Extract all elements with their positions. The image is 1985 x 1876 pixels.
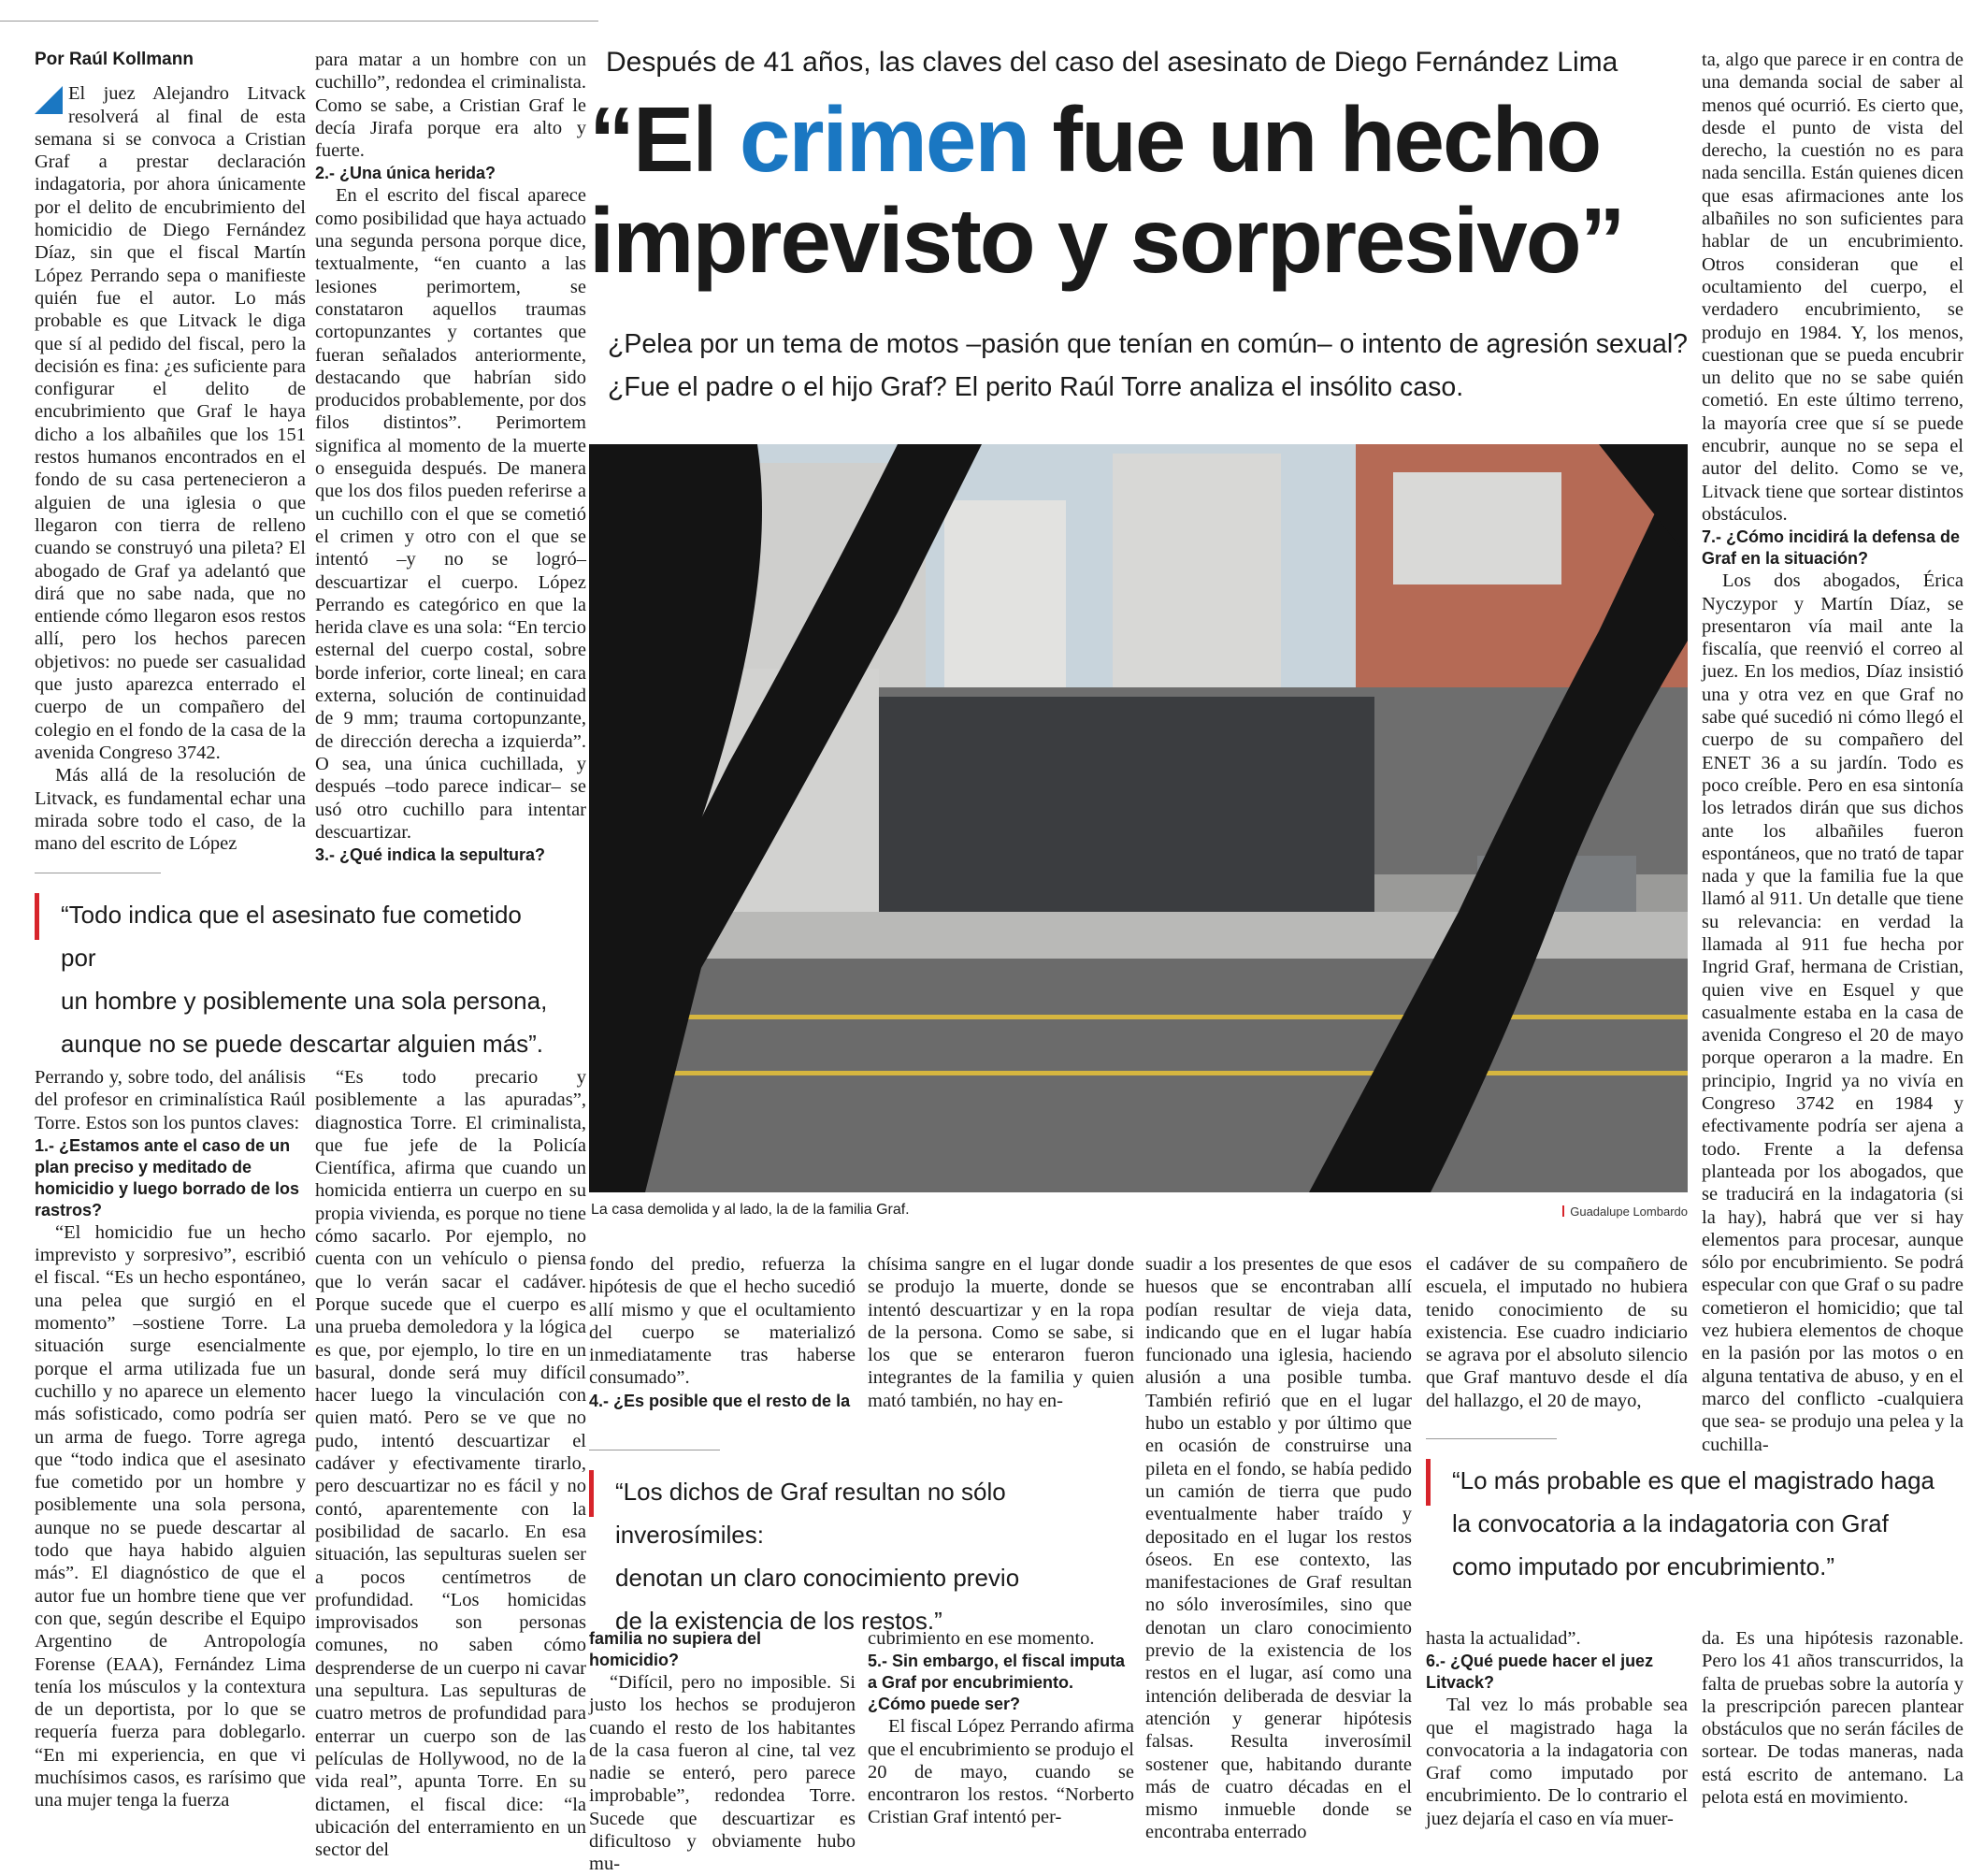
dropcap-triangle-icon — [35, 86, 63, 114]
article-column-4-bottom — [868, 1627, 1134, 1829]
question-heading: 6.- ¿Qué puede hacer el juez Litvack? — [1426, 1652, 1654, 1693]
quote-bar — [589, 1470, 594, 1517]
deck: ¿Pelea por un tema de motos –pasión que tenían en común– o intento de agresión sexual? ¿Fue el padre o el hijo Graf? El perito Raúl Torre analiza el insólito caso. — [608, 329, 1689, 402]
body-paragraph: hasta la actualidad”. — [1426, 1628, 1581, 1649]
body-paragraph: “Es todo precario y posiblemente a las apuradas”, diagnostica Torre. El criminalista, que fue jefe de la Policía Científica, afirma que cuando un homicida entierra un cuerpo en su propia vivienda, es porque no tiene cómo sacarlo. Por ejemplo, no cuenta con un vehículo o piensa que lo verán sacar el cadáver. Porque sucede que el cuerpo es una prueba demoledora y la lógica es que, por ejemplo, lo tire en un basural, donde será muy difícil hacer luego la vinculación con quien mató. Pero se ve que no pudo, intentó descuartizar el cadáver y efectivamente tirarlo, pero descuartizar no es fácil y no contó, aparentemente con la posibilidad de sacarlo. En esa situación, las sepulturas suelen ser a pocos centímetros de profundidad. “Los homicidas improvisados son personas comunes, no saben cómo desprenderse de un cuerpo ni cavar una sepultura. Las sepulturas de cuatro metros de profundidad para enterrar un cuerpo son de las películas de Hollywood, no de la vida real”, apunta Torre. En su dictamen, el fiscal dice: “la ubicación del enterramiento en un sector del — [315, 1067, 586, 1861]
quote-bar — [1426, 1459, 1431, 1506]
body-paragraph: El fiscal López Perrando afirma que el encubrimiento se produjo el 20 de mayo, cuando se encontraron los restos. “Norberto Cristian Graf intentó per- — [868, 1716, 1134, 1828]
article-column-6-top — [1426, 1253, 1688, 1412]
question-heading: 4.- ¿Es posible que el resto de la — [589, 1391, 851, 1410]
divider — [1426, 1438, 1557, 1439]
article-column-4-top — [868, 1253, 1134, 1412]
question-heading: 5.- Sin embargo, el fiscal imputa a Graf por encubrimiento. ¿Cómo puede ser? — [868, 1652, 1126, 1714]
kicker: Después de 41 años, las claves del caso del asesinato de Diego Fernández Lima — [606, 47, 1618, 78]
byline: Por Raúl Kollmann — [35, 50, 194, 69]
body-paragraph: da. Es una hipótesis razonable. Pero los 41 años transcurridos, la falta de pruebas sobre la autoría y la prescripción parecen plantear obstáculos que no serán fáciles de sortear. De todas maneras, nada está escrito de antemano. La pelota está en movimiento. — [1702, 1628, 1963, 1809]
article-column-2-top — [315, 49, 586, 866]
question-heading: familia no supiera del homicidio? — [589, 1629, 762, 1669]
body-paragraph: “Difícil, pero no imposible. Si justo los hechos se produjeron cuando el resto de los habitantes de la casa fueron al cine, tal vez nadie se enteró, pero parece improbable”, redondea Torre. Sucede que descuartizar es dificultoso y obviamente hubo mu- — [589, 1672, 856, 1875]
body-paragraph: suadir a los presentes de que esos huesos que se encontraban allí podían resultar de vieja data, indicando que en el lugar había funcionado una iglesia, haciendo alusión a una posible tumba. También refirió que en el lugar hubo un establo y por último que en ocasión de construirse una pileta en el fondo, se había pedido un camión de tierra que pudo eventualmente haber traído y depositado en el lugar los restos óseos. En ese contexto, las manifestaciones de Graf resultan no sólo inverosímiles, sino que denotan un claro conocimiento previo de la existencia de los restos en el lugar, así como una intención deliberada de desviar la atención y generar hipótesis falsas. Resulta inverosímil sostener que, habitando durante más de cuatro décadas en el mismo inmueble donde se encontraba enterrado — [1145, 1254, 1412, 1843]
article-column-6-bottom — [1426, 1627, 1688, 1830]
body-paragraph: Más allá de la resolución de Litvack, es fundamental echar una mirada sobre todo el caso, de la mano del escrito de López — [35, 765, 306, 855]
street-photo — [589, 444, 1688, 1192]
article-column-3-bottom — [589, 1627, 856, 1876]
street-photo-image — [589, 444, 1688, 1192]
body-paragraph: Perrando y, sobre todo, del análisis del profesor en criminalística Raúl Torre. Estos son los puntos claves: — [35, 1067, 306, 1133]
photo-caption: La casa demolida y al lado, la de la familia Graf. — [591, 1202, 910, 1218]
body-paragraph: cubrimiento en ese momento. — [868, 1628, 1095, 1649]
article-column-2-bottom — [315, 1066, 586, 1861]
body-paragraph: Los dos abogados, Érica Nyczypor y Martín Díaz, se presentaron vía mail ante la fiscalía, que reenvió el correo al juez. En los medios, Díaz insistió una y otra vez en que Graf no sabe qué sucedió ni cómo llegó el cuerpo de su compañero del ENET 36 a su jardín. Todo es poco creíble. Pero en esa sintonía los letrados dirán que sus dichos ante los albañiles fueron espontáneos, que no trató de tapar nada y que la familia fue la que llamó al 911. Un detalle que tiene su relevancia: en verdad la llamada al 911 fue hecha por Ingrid Graf, hermana de Cristian, quien vive en Esquel y que casualmente estaba en la casa de avenida Congreso el 20 de mayo porque operaron a la madre. En principio, Ingrid ya no vivía en Congreso 3742 en 1984 y efectivamente podría ser ajena a todo. Frente a la defensa planteada por los abogados, que se traducirá en la indagatoria (si la hay), habrá que ver si hay elementos para procesar, aunque sólo por encubrimiento. Se podrá especular con que Graf o su padre cometieron el homicidio; que tal vez hubiera elementos de choque en la pasión por las motos o en alguna tentativa de abuso, y en el marco del conflicto -cualquiera que sea- se produjo una pelea y la cuchilla- — [1702, 570, 1963, 1455]
quote-bar — [35, 893, 39, 940]
body-paragraph: “El homicidio fue un hecho imprevisto y sorpresivo”, escribió el fiscal. “Es un hecho espontáneo, una pelea que surgió en el momento” –sostiene Torre. La situación surge esencialmente porque el arma utilizada fue un cuchillo y no aparece un elemento más sofisticado, como podría ser un arma de fuego. Torre agrega que “todo indica que el asesinato fue cometido por un hombre y posiblemente una sola persona, aunque no se puede descartar al todo que haya habido alguien más”. El diagnóstico de que el autor fue un hombre tiene que ver con que, según describe el Equipo Argentino de Antropología Forense (EAA), Fernández Lima tenía los músculos y la contextura de un deportista, por lo que se requería fuerza para doblegarlo. “En mi experiencia, en que vi muchísimos casos, es rarísimo que una mujer tenga la fuerza — [35, 1221, 306, 1811]
article-column-7-top — [1702, 49, 1963, 1456]
body-paragraph: el cadáver de su compañero de escuela, el imputado no hubiera tenido conocimiento de su existencia. Ese cuadro indiciario se agrava por el absoluto silencio que Graf mantuvo desde el día del hallazgo, el 20 de mayo, — [1426, 1254, 1688, 1411]
article-column-1-bottom — [35, 1066, 306, 1812]
body-paragraph: fondo del predio, refuerza la hipótesis de que el hecho sucedió allí mismo y que el ocultamiento del cuerpo se materializó inmediatamente tras haberse consumado”. — [589, 1254, 856, 1389]
body-paragraph: En el escrito del fiscal aparece como posibilidad que haya actuado una segunda persona porque dice, textualmente, “en cuanto a las lesiones perimortem, se constataron aquellos traumas cortopunzantes y cortantes que fueran señalados anteriormente, destacando que habrían sido producidos probablemente, por dos filos distintos”. Perimortem significa al momento de la muerte o enseguida después. De manera que los dos filos pueden referirse a un cuchillo con el que se cometió el crimen y otro con el que se intentó –y no se logró– descuartizar el cuerpo. López Perrando es categórico en que la herida clave es una sola: “En tercio esternal del cuerpo costal, sobre borde inferior, corte lineal; en cara externa, solución de continuidad de 9 mm; trauma cortopunzante, de dirección derecha a izquierda”. O sea, una única cuchillada, y después –todo parece indicar– se usó otro cuchillo para intentar descuartizar. — [315, 185, 586, 843]
pull-quote-1: “Todo indica que el asesinato fue cometido por un hombre y posiblemente una sola persona, aunque no se puede descartar alguien más”. — [35, 893, 558, 1065]
article-column-1-top — [35, 49, 306, 855]
pull-quote-3: “Lo más probable es que el magistrado haga la convocatoria a la indagatoria con Graf como imputado por encubrimiento.” — [1426, 1459, 1968, 1588]
question-heading: 1.- ¿Estamos ante el caso de un plan preciso y meditado de homicidio y luego borrado de los rastros? — [35, 1135, 300, 1219]
article-column-7-bottom — [1702, 1627, 1963, 1809]
question-heading: 2.- ¿Una única herida? — [315, 164, 496, 183]
article-column-3-top — [589, 1253, 856, 1412]
body-paragraph: Tal vez lo más probable sea que el magistrado haga la convocatoria a la indagatoria con Graf como imputado por encubrimiento. De lo contrario el juez dejaría el caso en vía muer- — [1426, 1695, 1688, 1829]
headline-highlight: crimen — [739, 88, 1029, 191]
body-paragraph: para matar a un hombre con un cuchillo”, redondea el criminalista. Como se sabe, a Cristian Graf le decía Jirafa porque era alto y fuerte. — [315, 50, 586, 162]
body-paragraph: chísima sangre en el lugar donde se produjo la muerte, donde se intentó descuartizar y en la ropa de la persona. Como se sabe, si los que se enteraron fueron integrantes de la familia y quien mató también, no hay en- — [868, 1254, 1134, 1411]
top-rule — [0, 21, 598, 22]
body-paragraph: ta, algo que parece ir en contra de una demanda social de saber al menos qué ocurrió. Es cierto que, desde el punto de vista del derecho, la cuestión no es para nada sencilla. Están quienes dicen que esas afirmaciones ante los albañiles no son suficientes para hablar de un encubrimiento. Otros consideran que el ocultamiento del cuerpo, el verdadero encubrimiento, se produjo en 1984. Y, los menos, cuestionan que se pueda encubrir un delito que no se sabe quién cometió. En este último terreno, la mayoría cree que sí se puede encubrir, aunque no se sepa el autor del delito. Como se ve, Litvack tiene que sortear distintos obstáculos. — [1702, 50, 1963, 525]
lead-paragraph: El juez Alejandro Litvack resolverá al final de esta semana si se convoca a Cristian Graf a prestar declaración indagatoria, por ahora únicamente por el delito de encubrimiento del homicidio de Diego Fernández Díaz, sin que el fiscal Martín López Perrando sepa o manifieste quién fue el autor. Lo más probable es que Litvack le diga que sí al pedido del fiscal, pero la decisión es fina: ¿es suficiente para configurar el delito de encubrimiento que Graf le haya dicho a los albañiles que los 151 restos humanos encontrados en el fondo de su casa pertenecieron a alguien de una iglesia o que llegaron con tierra de relleno cuando se construyó una pileta? El abogado de Graf ya adelantó que dirá que no sabe nada, que no entiende cómo llegaron esos restos allí, pero los hechos parecen objetivos: no puede ser casualidad que justo aparezca enterrado el cuerpo de un compañero del colegio en el fondo de la casa de la avenida Congreso 3742. — [35, 83, 306, 763]
article-column-5 — [1145, 1253, 1412, 1844]
photo-credit: Guadalupe Lombardo — [1562, 1205, 1688, 1219]
question-heading: 3.- ¿Qué indica la sepultura? — [315, 845, 546, 865]
question-heading: 7.- ¿Cómo incidirá la defensa de Graf en la situación? — [1702, 527, 1961, 569]
pull-quote-2: “Los dichos de Graf resultan no sólo inverosímiles: denotan un claro conocimiento previo de la existencia de los restos.” — [589, 1470, 1141, 1642]
headline: “El crimen fue un hecho imprevisto y sorpresivo” — [589, 88, 1624, 292]
